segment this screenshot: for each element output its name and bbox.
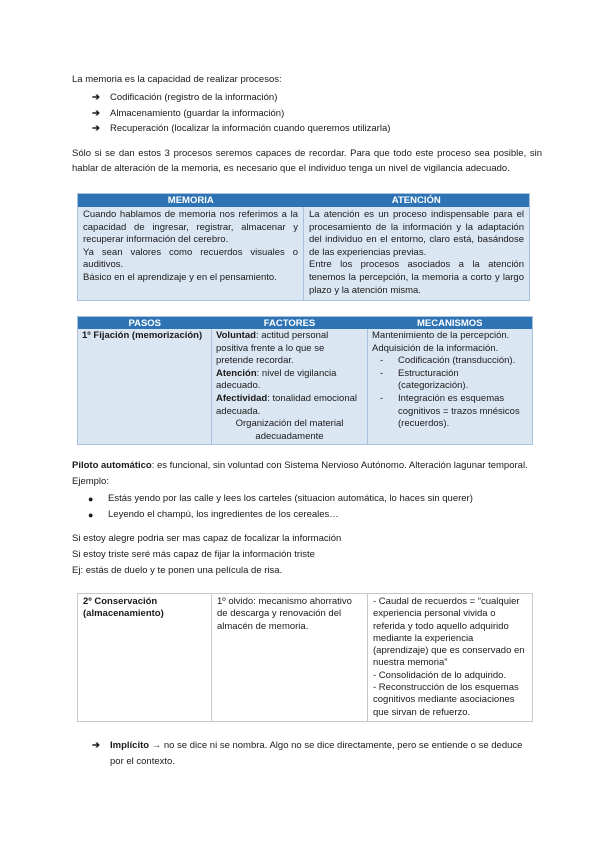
process-list [92,90,532,137]
piloto-text: Piloto automático: es funcional, sin voluntad con Sistema Nervioso Autónomo. Alteración lagunar temporal. [72,460,528,471]
arrow-icon: ➔ [92,107,100,119]
list-item: ● Estás yendo por las calle y lees los carteles (situacion automática, lo haces sin querer) [72,491,552,507]
paragraph: Sólo si se dan estos 3 procesos seremos capaces de recordar. Para que todo este proceso sea posible, sin hablar de alteración de la memoria, es necesario que el individuo tenga un nivel de vigilancia adecuado. [72,148,542,174]
atencion-cell: La atención es un proceso indispensable para el procesamiento de la información y la adaptación del individuo en el entorno, claro está, basándose de las experiencias previas. Entre los procesos asociados a la atención tenemos la percepción, la memoria a corto y largo plazo y la atención misma. [304,207,530,301]
header-pasos: PASOS [78,317,212,330]
mood-line: Ej: estás de duelo y te ponen una película de risa. [72,565,283,576]
ejemplo-list [72,491,552,523]
intro-text: La memoria es la capacidad de realizar procesos: [72,74,282,85]
mecanismos-list [372,355,528,431]
ejemplo-label: Ejemplo: [72,476,109,487]
header-mecanismos: MECANISMOS [368,317,533,330]
header-atencion: ATENCIÓN [304,194,530,208]
bullet-icon: ● [88,494,94,504]
implicito-item: ➔ Implícito → no se dice ni se nombra. Algo no se dice directamente, pero se entiende o se deduce por el contexto. [92,740,523,767]
list-item: ➔ Codificación (registro de la información) [92,90,532,106]
paso-cell: 1º Fijación (memorización) [78,329,212,445]
memoria-cell: Cuando hablamos de memoria nos referimos a la capacidad de ingresar, registrar, almacenar y recuperar información del cerebro. Ya sean valores como recuerdos visuales o auditivos. Básico en el aprendizaje y en el pensamiento. [78,207,304,301]
list-item: ● Leyendo el champú, los ingredientes de los cereales… [72,507,552,523]
mood-line: Si estoy alegre podria ser mas capaz de focalizar la información [72,533,342,544]
header-memoria: MEMORIA [78,194,304,208]
list-item: - Codificación (transducción). [380,355,516,367]
list-item: - Integración es esquemas cognitivos = trazos mnésicos (recuerdos). [380,392,520,430]
list-item: ➔ Almacenamiento (guardar la información) [92,106,532,122]
conservacion-table [77,593,533,722]
header-factores: FACTORES [212,317,368,330]
mood-line: Si estoy triste seré más capaz de fijar la información triste [72,549,315,560]
mecanismos-cell: - Caudal de recuerdos = “cualquier experiencia personal vivida o referida y todo aquello adquirido mediante la experiencia (aprendizaje) que es conservado en nuestra memoria” - Consolidación de lo adquirido. - Reconstrucción de los esquemas cognitivos mediante asociaciones que sirvan de refuerzo. [368,594,533,722]
arrow-icon: ➔ [92,740,100,751]
list-item: - Estructuración (categorización). [380,367,469,392]
list-item: ➔ Recuperación (localizar la información cuando queremos utilizarla) [92,121,532,137]
bullet-icon: ● [88,510,94,520]
memoria-atencion-table [77,193,530,301]
mecanismos-cell: Mantenimiento de la percepción. Adquisición de la información. - Codificación (transducción). - Estructuración (categorización). - Integración es esquemas cognitivos = trazos mnésicos (recuerdos). [368,329,533,445]
arrow-icon: ➔ [92,92,100,103]
pasos-table [77,316,533,445]
factores-cell: Voluntad: actitud personal positiva frente a lo que se pretende recordar. Atención: nivel de vigilancia adecuado. Afectividad: tonalidad emocional adecuada. Organización del material adecuadamente [212,329,368,445]
arrow-icon: ➔ [92,123,100,134]
factor-cell: 1º olvido: mecanismo ahorrativo de descarga y renovación del almacén de memoria. [212,594,368,722]
paso-cell: 2º Conservación (almacenamiento) [78,594,212,722]
